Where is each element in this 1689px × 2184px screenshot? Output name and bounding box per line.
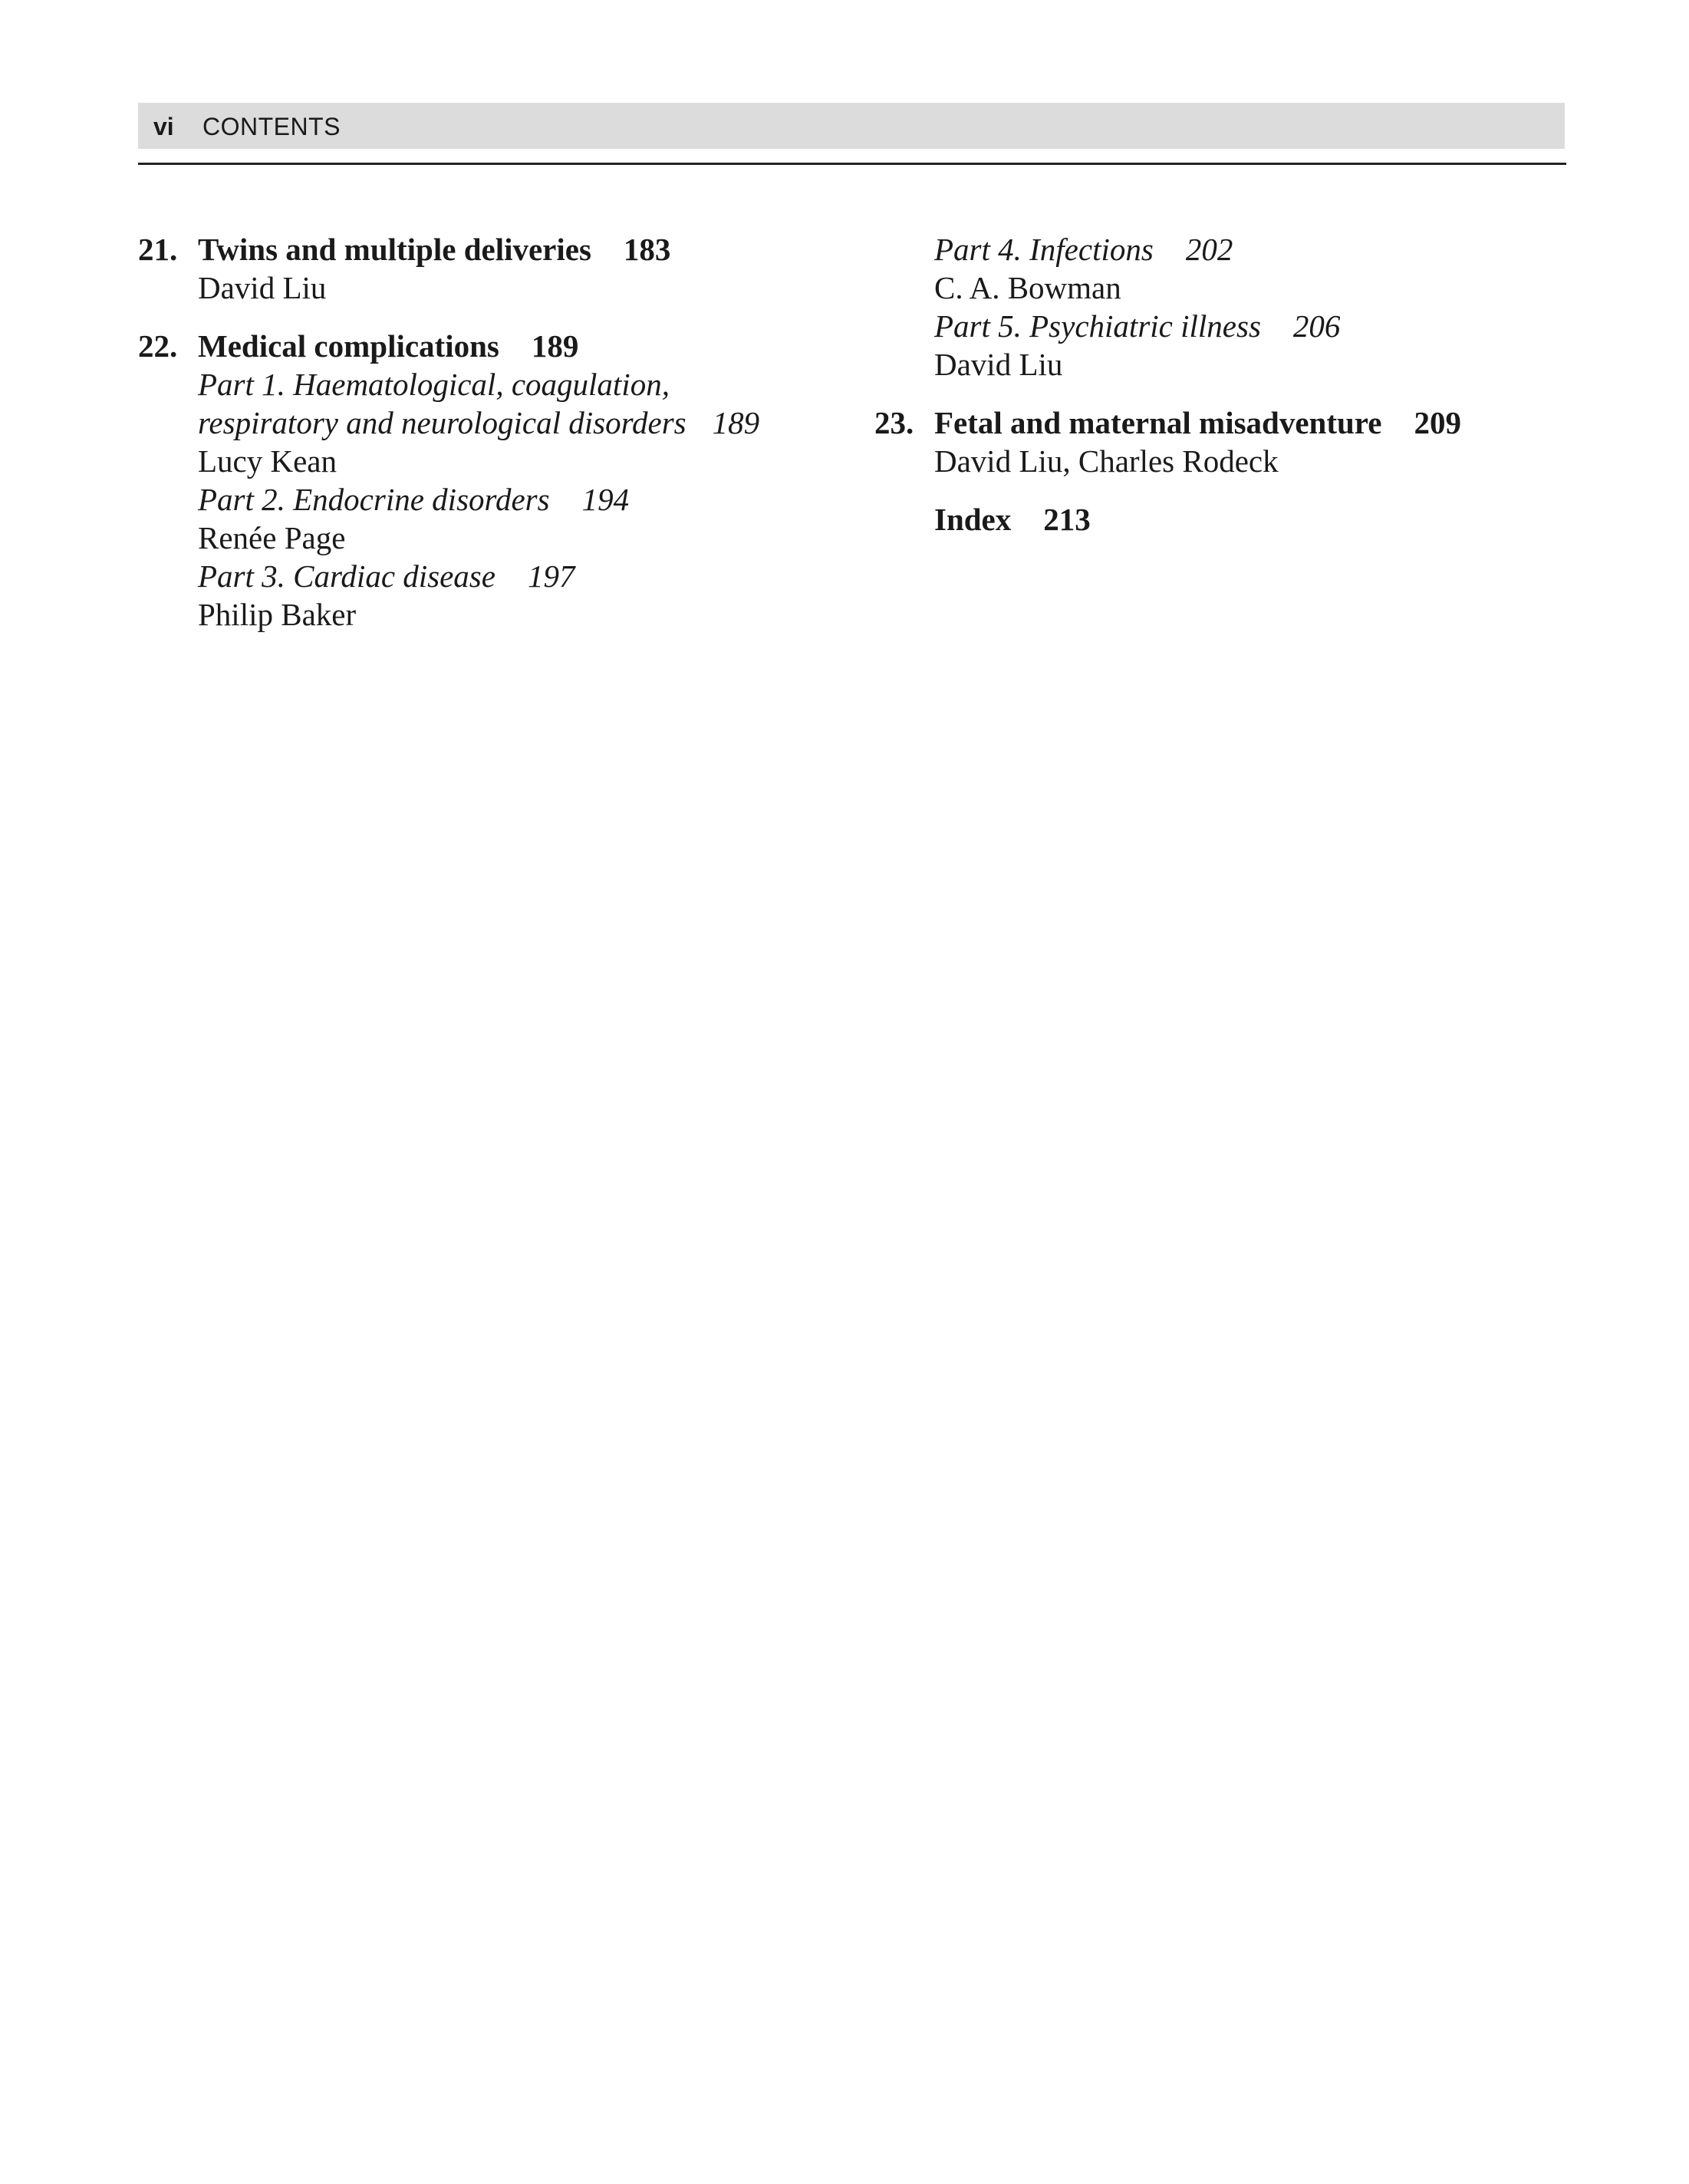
part-page: 202 xyxy=(1185,232,1233,267)
part-author: C. A. Bowman xyxy=(934,270,1121,305)
part-author: David Liu xyxy=(934,347,1063,382)
index-page: 213 xyxy=(1043,502,1091,537)
toc-part-4[interactable] xyxy=(874,230,1565,307)
chapter-page: 189 xyxy=(531,328,579,364)
part-page: 206 xyxy=(1292,308,1341,344)
index-title: Index xyxy=(934,502,1012,537)
running-header-title: CONTENTS xyxy=(202,113,341,140)
toc-part-5[interactable] xyxy=(874,307,1565,384)
chapter-page: 183 xyxy=(623,232,671,267)
part-title: Part 2. Endocrine disorders xyxy=(198,482,550,517)
page-folio: vi xyxy=(153,113,174,140)
toc-part-3[interactable] xyxy=(198,557,828,634)
part-author: Lucy Kean xyxy=(198,443,337,479)
toc-entry-chapter-23[interactable] xyxy=(874,404,1565,480)
toc-entry-index[interactable] xyxy=(874,500,1565,539)
chapter-author: David Liu, Charles Rodeck xyxy=(934,443,1279,479)
part-page: 197 xyxy=(527,558,575,594)
toc-entry-chapter-21[interactable] xyxy=(138,230,828,307)
chapter-author: David Liu xyxy=(198,270,327,305)
header-rule xyxy=(138,163,1566,165)
part-title: Part 5. Psychiatric illness xyxy=(934,308,1261,344)
chapter-title: Medical complications xyxy=(198,328,499,364)
chapter-title: Fetal and maternal misadventure xyxy=(934,405,1382,440)
contents-right-column xyxy=(874,230,1565,558)
chapter-page: 209 xyxy=(1414,405,1461,440)
contents-left-column xyxy=(138,230,828,654)
toc-part-1[interactable] xyxy=(198,365,828,480)
running-header-band xyxy=(138,103,1565,149)
part-author: Renée Page xyxy=(198,520,346,555)
part-title: Part 4. Infections xyxy=(934,232,1154,267)
part-title-line-1: Part 1. Haematological, coagulation, xyxy=(198,367,670,402)
part-title: Part 3. Cardiac disease xyxy=(198,558,496,594)
part-author: Philip Baker xyxy=(198,597,357,632)
chapter-number: 21. xyxy=(138,232,178,267)
part-title-line-2: respiratory and neurological disorders xyxy=(198,405,686,440)
toc-part-2[interactable] xyxy=(198,480,828,557)
chapter-number: 22. xyxy=(138,328,178,364)
toc-entry-chapter-22[interactable] xyxy=(138,327,828,634)
part-page: 189 xyxy=(712,405,760,440)
part-page: 194 xyxy=(581,482,630,517)
chapter-number: 23. xyxy=(874,405,914,440)
chapter-title: Twins and multiple deliveries xyxy=(198,232,591,267)
